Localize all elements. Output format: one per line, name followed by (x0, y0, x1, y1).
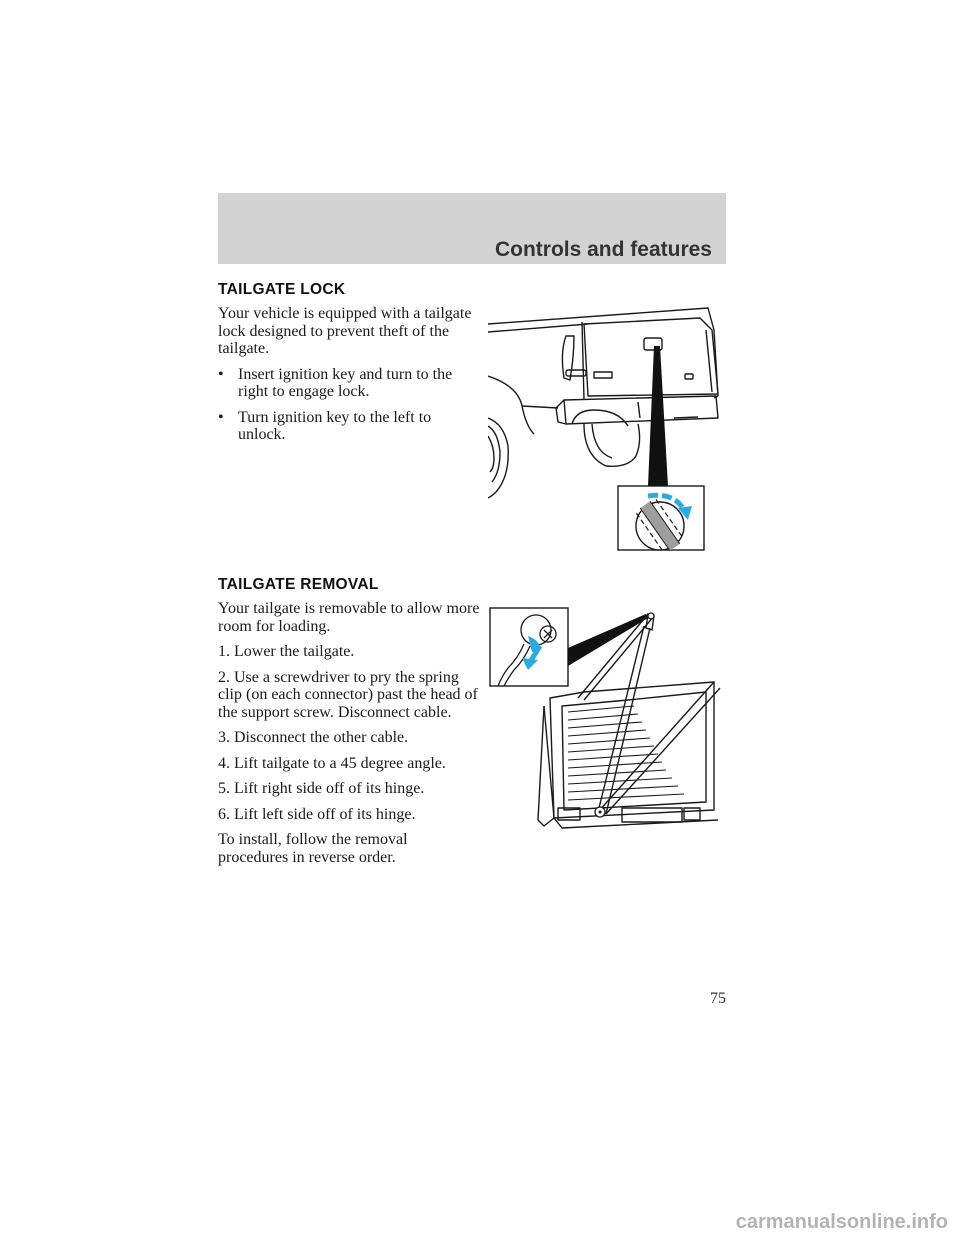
closing-text: To install, follow the removal procedures in reverse order. (218, 831, 408, 866)
tailgate-removal-intro: Your tailgate is removable to allow more room for loading. (218, 600, 480, 635)
section-title: Controls and features (494, 238, 712, 261)
step-item: 4. Lift tailgate to a 45 degree angle. (218, 754, 446, 772)
step-item: 6. Lift left side off of its hinge. (218, 805, 416, 823)
step-item: 2. Use a screwdriver to pry the spring clip (on each connector) past the head of the support screw. Disconnect cable. (218, 668, 478, 721)
bullet-item (218, 366, 480, 401)
watermark: carmanualsonline.info (735, 1211, 948, 1233)
tailgate-lock-illustration (488, 306, 720, 552)
header-band (218, 193, 726, 264)
tailgate-lock-heading: TAILGATE LOCK (218, 281, 346, 298)
page-number: 75 (710, 990, 726, 1007)
tailgate-removal-illustration (488, 606, 724, 836)
bullet-text: Turn ignition key to the left to unlock. (238, 408, 432, 443)
bullet-item (218, 409, 480, 444)
tailgate-removal-text (218, 600, 480, 874)
tailgate-lock-intro: Your vehicle is equipped with a tailgate lock designed to prevent theft of the tailgate. (218, 305, 472, 357)
step-item: 5. Lift right side off of its hinge. (218, 780, 425, 797)
bullet-dot: • (218, 365, 224, 383)
bullet-text: Insert ignition key and turn to the right to engage lock. (238, 365, 453, 400)
tailgate-lock-text (218, 305, 480, 452)
tailgate-removal-heading: TAILGATE REMOVAL (218, 576, 379, 593)
step-item: 3. Disconnect the other cable. (218, 729, 409, 746)
bullet-dot: • (218, 408, 224, 426)
step-item: 1. Lower the tailgate. (218, 643, 355, 660)
